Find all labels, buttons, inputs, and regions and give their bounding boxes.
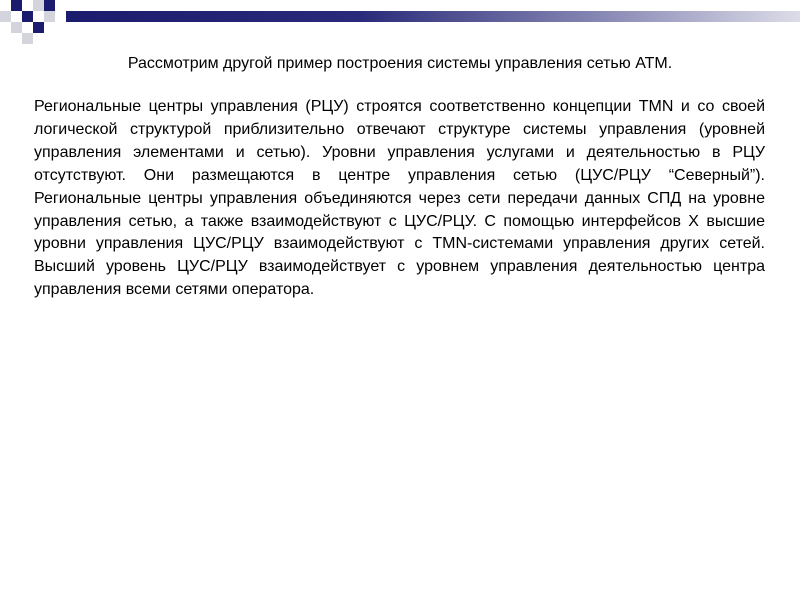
deco-square [22,33,33,44]
slide-body-text: Региональные центры управления (РЦУ) строятся соответственно концепции TMN и со своей логической структурой приблизительно отвечают структуре системы управления (уровней управления элементами и сетью). Уровни управления услугами и деятельностью в РЦУ отсутствуют. Они размещаются в центре управления сетью (ЦУС/РЦУ “Северный”). Региональные центры управления объединяются через сети передачи данных СПД на уровне управления сетью, а также взаимодействуют с ЦУС/РЦУ. С помощью интерфейсов X высшие уровни управления ЦУС/РЦУ взаимодействуют с TMN-системами управления других сетей. Высший уровень ЦУС/РЦУ взаимодействует с уровнем управления деятельностью центра управления всеми сетями оператора. [34,98,765,299]
deco-square [11,22,22,33]
deco-square [0,11,11,22]
header-decoration [0,0,800,44]
deco-square [44,11,55,22]
deco-square [33,22,44,33]
deco-square [11,0,22,11]
deco-square [22,11,33,22]
slide-title: Рассмотрим другой пример построения системы управления сетью АТМ. [127,55,673,72]
header-gradient-bar [66,11,800,22]
deco-square [33,0,44,11]
deco-square [44,0,55,11]
